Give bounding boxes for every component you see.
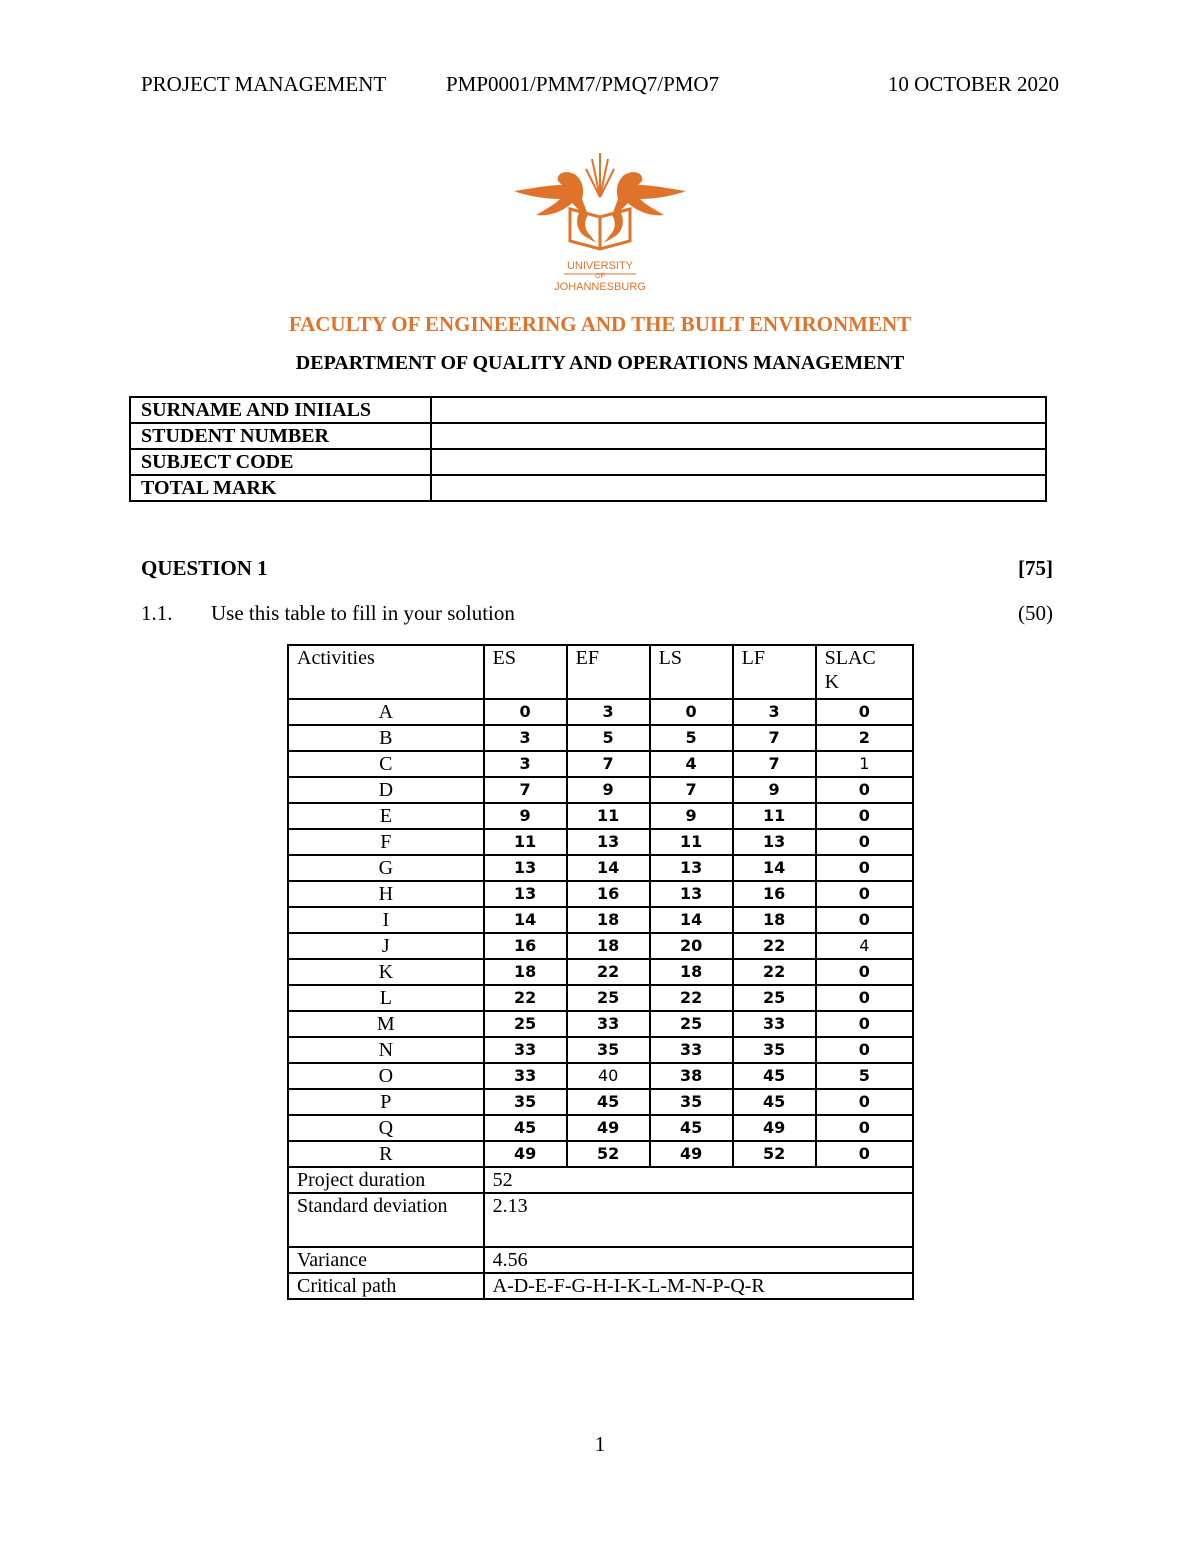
university-logo (508, 145, 692, 295)
table-row (288, 725, 913, 751)
value-cell: 18 (567, 907, 650, 933)
value-cell: 18 (733, 907, 816, 933)
info-value[interactable] (431, 423, 1046, 449)
value-cell: 0 (816, 959, 913, 985)
value-cell: 0 (816, 1037, 913, 1063)
activity-cell: F (288, 829, 484, 855)
value-cell: 45 (733, 1089, 816, 1115)
table-row (288, 803, 913, 829)
column-header: Activities (288, 645, 484, 699)
value-cell: 18 (650, 959, 733, 985)
value-cell: 14 (484, 907, 567, 933)
activity-table (287, 644, 914, 1300)
activity-cell: I (288, 907, 484, 933)
value-cell: 0 (816, 777, 913, 803)
column-header: EF (567, 645, 650, 699)
activity-cell: O (288, 1063, 484, 1089)
value-cell: 14 (567, 855, 650, 881)
value-cell: 33 (484, 1037, 567, 1063)
value-cell: 2 (816, 725, 913, 751)
value-cell: 4 (816, 933, 913, 959)
value-cell: 9 (484, 803, 567, 829)
table-row (288, 1141, 913, 1167)
activity-cell: A (288, 699, 484, 725)
activity-cell: E (288, 803, 484, 829)
info-row (130, 397, 1046, 423)
subquestion-text: Use this table to fill in your solution (211, 601, 515, 625)
value-cell: 45 (484, 1115, 567, 1141)
student-info-table (129, 396, 1047, 502)
activity-cell: L (288, 985, 484, 1011)
summary-value: 4.56 (484, 1247, 913, 1273)
value-cell: 0 (816, 1011, 913, 1037)
summary-value: A-D-E-F-G-H-I-K-L-M-N-P-Q-R (484, 1273, 913, 1299)
subquestion-marks: (50) (1018, 601, 1053, 625)
value-cell: 40 (567, 1063, 650, 1089)
value-cell: 25 (567, 985, 650, 1011)
value-cell: 9 (567, 777, 650, 803)
value-cell: 3 (733, 699, 816, 725)
left-crane-icon (514, 172, 596, 243)
value-cell: 22 (650, 985, 733, 1011)
value-cell: 5 (567, 725, 650, 751)
value-cell: 3 (484, 751, 567, 777)
value-cell: 45 (567, 1089, 650, 1115)
activity-cell: C (288, 751, 484, 777)
value-cell: 0 (484, 699, 567, 725)
value-cell: 33 (484, 1063, 567, 1089)
value-cell: 16 (733, 881, 816, 907)
table-row (288, 1063, 913, 1089)
summary-label: Critical path (288, 1273, 484, 1299)
column-header: SLAC K (816, 645, 913, 699)
value-cell: 7 (650, 777, 733, 803)
table-row (288, 907, 913, 933)
column-header: LS (650, 645, 733, 699)
table-row (288, 1115, 913, 1141)
value-cell: 11 (484, 829, 567, 855)
value-cell: 25 (733, 985, 816, 1011)
value-cell: 4 (650, 751, 733, 777)
value-cell: 13 (733, 829, 816, 855)
value-cell: 14 (650, 907, 733, 933)
table-row (288, 1011, 913, 1037)
value-cell: 5 (650, 725, 733, 751)
value-cell: 16 (567, 881, 650, 907)
right-crane-icon (604, 172, 686, 243)
header-code: PMP0001/PMM7/PMQ7/PMO7 (446, 72, 720, 96)
subquestion-number: 1.1. (141, 601, 173, 625)
value-cell: 0 (816, 829, 913, 855)
value-cell: 3 (484, 725, 567, 751)
value-cell: 18 (484, 959, 567, 985)
value-cell: 11 (650, 829, 733, 855)
value-cell: 0 (816, 881, 913, 907)
value-cell: 9 (733, 777, 816, 803)
faculty-title: FACULTY OF ENGINEERING AND THE BUILT ENVIRONMENT (288, 312, 912, 336)
value-cell: 0 (816, 699, 913, 725)
value-cell: 7 (567, 751, 650, 777)
value-cell: 35 (484, 1089, 567, 1115)
info-value[interactable] (431, 475, 1046, 501)
value-cell: 0 (816, 803, 913, 829)
logo-line3: JOHANNESBURG (554, 281, 646, 293)
logo-line2: OF (595, 273, 605, 280)
value-cell: 11 (733, 803, 816, 829)
header-date: 10 OCTOBER 2020 (887, 72, 1059, 96)
value-cell: 25 (484, 1011, 567, 1037)
value-cell: 13 (484, 855, 567, 881)
info-row (130, 423, 1046, 449)
activity-cell: N (288, 1037, 484, 1063)
value-cell: 22 (733, 933, 816, 959)
value-cell: 7 (733, 725, 816, 751)
value-cell: 0 (816, 985, 913, 1011)
column-header: ES (484, 645, 567, 699)
value-cell: 22 (733, 959, 816, 985)
value-cell: 33 (567, 1011, 650, 1037)
table-row (288, 855, 913, 881)
activity-cell: P (288, 1089, 484, 1115)
summary-value: 52 (484, 1167, 913, 1193)
page-number: 1 (594, 1432, 606, 1456)
value-cell: 49 (733, 1115, 816, 1141)
summary-row (288, 1273, 913, 1299)
column-header: LF (733, 645, 816, 699)
header-course: PROJECT MANAGEMENT (141, 72, 387, 96)
info-label: SURNAME AND INIIALS (130, 397, 431, 423)
value-cell: 14 (733, 855, 816, 881)
table-row (288, 777, 913, 803)
info-value[interactable] (431, 397, 1046, 423)
table-header-row (288, 645, 913, 699)
question-marks: [75] (1018, 556, 1053, 580)
activity-cell: J (288, 933, 484, 959)
summary-row (288, 1193, 913, 1247)
table-row (288, 881, 913, 907)
table-row (288, 829, 913, 855)
value-cell: 18 (567, 933, 650, 959)
value-cell: 22 (567, 959, 650, 985)
activity-cell: B (288, 725, 484, 751)
value-cell: 7 (484, 777, 567, 803)
value-cell: 52 (567, 1141, 650, 1167)
activity-cell: K (288, 959, 484, 985)
value-cell: 0 (816, 1115, 913, 1141)
value-cell: 0 (816, 1141, 913, 1167)
value-cell: 13 (484, 881, 567, 907)
value-cell: 52 (733, 1141, 816, 1167)
question-title: QUESTION 1 (141, 556, 268, 580)
reed-plume-icon (586, 153, 614, 197)
table-row (288, 985, 913, 1011)
logo-line1: UNIVERSITY (566, 260, 634, 272)
value-cell: 25 (650, 1011, 733, 1037)
department-title: DEPARTMENT OF QUALITY AND OPERATIONS MANAGEMENT (295, 352, 905, 374)
value-cell: 13 (650, 881, 733, 907)
value-cell: 7 (733, 751, 816, 777)
table-row (288, 1037, 913, 1063)
info-label: SUBJECT CODE (130, 449, 431, 475)
value-cell: 35 (733, 1037, 816, 1063)
value-cell: 3 (567, 699, 650, 725)
activity-cell: Q (288, 1115, 484, 1141)
value-cell: 13 (650, 855, 733, 881)
value-cell: 49 (650, 1141, 733, 1167)
summary-row (288, 1247, 913, 1273)
table-row (288, 933, 913, 959)
summary-label: Standard deviation (288, 1193, 484, 1247)
value-cell: 45 (650, 1115, 733, 1141)
value-cell: 35 (650, 1089, 733, 1115)
value-cell: 0 (816, 1089, 913, 1115)
value-cell: 33 (650, 1037, 733, 1063)
value-cell: 13 (567, 829, 650, 855)
value-cell: 49 (567, 1115, 650, 1141)
activity-cell: R (288, 1141, 484, 1167)
value-cell: 33 (733, 1011, 816, 1037)
value-cell: 11 (567, 803, 650, 829)
value-cell: 1 (816, 751, 913, 777)
activity-cell: G (288, 855, 484, 881)
value-cell: 22 (484, 985, 567, 1011)
activity-cell: D (288, 777, 484, 803)
info-value[interactable] (431, 449, 1046, 475)
value-cell: 9 (650, 803, 733, 829)
table-row (288, 751, 913, 777)
value-cell: 35 (567, 1037, 650, 1063)
info-row (130, 449, 1046, 475)
value-cell: 0 (816, 855, 913, 881)
table-row (288, 699, 913, 725)
value-cell: 45 (733, 1063, 816, 1089)
summary-row (288, 1167, 913, 1193)
value-cell: 20 (650, 933, 733, 959)
summary-value: 2.13 (484, 1193, 913, 1247)
value-cell: 5 (816, 1063, 913, 1089)
activity-cell: M (288, 1011, 484, 1037)
summary-label: Variance (288, 1247, 484, 1273)
info-row (130, 475, 1046, 501)
table-row (288, 1089, 913, 1115)
summary-label: Project duration (288, 1167, 484, 1193)
info-label: TOTAL MARK (130, 475, 431, 501)
value-cell: 38 (650, 1063, 733, 1089)
value-cell: 16 (484, 933, 567, 959)
activity-cell: H (288, 881, 484, 907)
info-label: STUDENT NUMBER (130, 423, 431, 449)
value-cell: 0 (816, 907, 913, 933)
value-cell: 0 (650, 699, 733, 725)
table-row (288, 959, 913, 985)
value-cell: 49 (484, 1141, 567, 1167)
